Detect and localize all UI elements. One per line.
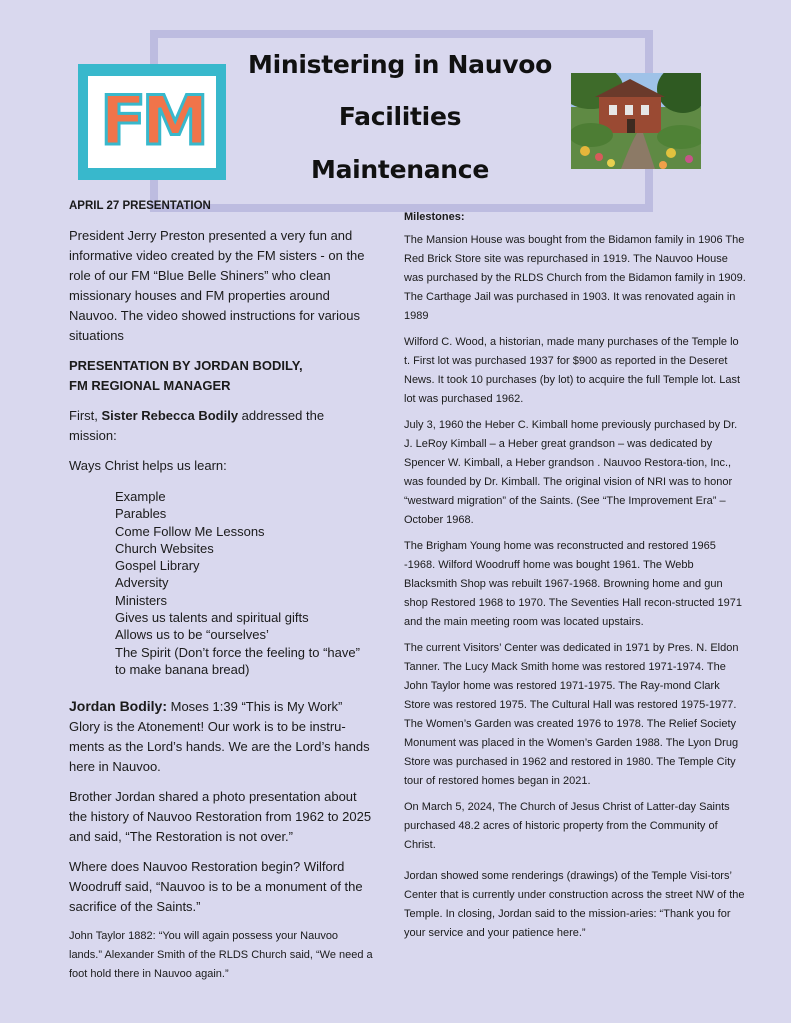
- list-item: The Spirit (Don’t force the feeling to “have” to make banana bread): [115, 644, 360, 677]
- taylor-paragraph: John Taylor 1882: “You will again possess your Nauvoo lands.” Alexander Smith of the RLDS Church said, “We need a foot hold there in Nauvoo again.”: [69, 930, 373, 981]
- jordan-paragraph: [69, 696, 374, 777]
- milestone-paragraph: The current Visitors’ Center was dedicated in 1971 by Pres. N. Eldon Tanner. The Lucy Mack Smith home was restored 1971-1974. The John Taylor home was restored 1971-1975. The Ray-mond Clark Store was restored 1975. The Cultural Hall was restored 1975-1977. The Women’s Garden was created 1976 to 1978. The Relief Society Monument was placed in the Women’s Garden 1988. The Lyon Drug Store was purchased in 1962 and restored in 1980. The Temple City tour of restored homes began in 2021.: [404, 642, 739, 787]
- milestone-paragraph: Wilford C. Wood, a historian, made many purchases of the Temple lo t. First lot was purchased 1937 for $900 as reported in the Deseret News. It took 10 purchases (by lot) to acquire the full Temple lot. Last lot was purchased 1962.: [404, 336, 741, 405]
- milestone-paragraph: On March 5, 2024, The Church of Jesus Christ of Latter-day Saints purchased 48.2 acres of historic property from the Community of Christ.: [404, 801, 730, 851]
- ways-intro: Ways Christ helps us learn:: [69, 458, 227, 473]
- milestone-paragraph: The Mansion House was bought from the Bidamon family in 1906 The Red Brick Store site was repurchased in 1919. The Nauvoo House was purchased by the RLDS Church from the Bidamon family in 1909. The Carthage Jail was purchased in 1903. It was renovated again in 1989: [404, 234, 746, 322]
- title-line-2: Facilities: [338, 102, 462, 131]
- title-line-3: Maintenance: [311, 155, 489, 184]
- brother-paragraph: Brother Jordan shared a photo presentation about the history of Nauvoo Restoration from 1962 to 2025 and said, “The Restoration is not over.”: [69, 789, 372, 845]
- list-item: Gives us talents and spiritual gifts: [115, 610, 309, 626]
- intro-paragraph: President Jerry Preston presented a very fun and informative video created by the FM sisters - on the role of our FM “Blue Belle Shiners” who clean missionary houses and FM properties around Nauvoo. The video showed instructions for various situations: [69, 228, 365, 343]
- section-label: APRIL 27 PRESENTATION: [69, 200, 211, 212]
- where-paragraph: Where does Nauvoo Restoration begin? Wilford Woodruff said, “Nauvoo is to be a monument of the sacrifice of the Saints.”: [69, 859, 363, 915]
- jordan-name: Jordan Bodily:: [69, 698, 168, 715]
- first-paragraph: [69, 406, 374, 446]
- presentation-heading: [69, 356, 374, 396]
- list-item: Allows us to be “ourselves’: [115, 627, 269, 643]
- fm-logo: [78, 64, 226, 180]
- first-suffix: addressed the mission:: [69, 408, 325, 443]
- milestone-paragraph: July 3, 1960 the Heber C. Kimball home previously purchased by Dr. J. LeRoy Kimball – a Heber great grandson – was dedicated by Spencer W. Kimball, a Heber grandson . Nauvoo Restora-tion, Inc., was founded by Dr. Kimball. The original vision of NRI was to honor “westward migration” of the Saints. (See “The Improvement Era” – October 1968.: [404, 419, 738, 526]
- right-column: [404, 211, 746, 950]
- presentation-heading-line2: FM REGIONAL MANAGER: [69, 378, 231, 393]
- logo-text: FM: [99, 82, 205, 161]
- first-prefix: First,: [69, 408, 102, 423]
- list-item: Parables: [115, 506, 167, 522]
- presentation-heading-line1: PRESENTATION BY JORDAN BODILY,: [69, 358, 303, 373]
- sister-name: Sister Rebecca Bodily: [101, 408, 239, 423]
- milestone-paragraph: The Brigham Young home was reconstructed and restored 1965 -1968. Wilford Woodruff home was bought 1961. The Webb Blacksmith Shop was rebuilt 1967-1968. Browning home and gun shop Restored 1968 to 1970. The Seventies Hall recon-structed 1971 and the main meeting room was located upstairs.: [404, 540, 742, 628]
- list-item: Example: [115, 489, 166, 504]
- list-item: Adversity: [115, 575, 169, 591]
- list-item: Gospel Library: [115, 558, 200, 574]
- jordan-text: Moses 1:39 “This is My Work” Glory is the Atonement! Our work is to be instru-ments as the Lord’s hands. We are the Lord’s hands here in Nauvoo.: [69, 699, 370, 775]
- milestone-paragraph: Jordan showed some renderings (drawings) of the Temple Visi-tors’ Center that is currently under construction across the street NW of the Temple. In closing, Jordan said to the mission-aries: “Thank you for your service and your patience here.”: [404, 870, 745, 939]
- milestones-label: Milestones:: [404, 211, 465, 223]
- list-item: Come Follow Me Lessons: [115, 523, 265, 539]
- list-item: Church Websites: [115, 540, 214, 556]
- list-item: Ministers: [115, 592, 168, 608]
- left-column: [69, 200, 374, 984]
- garden-house-photo: [571, 73, 701, 169]
- ways-list: [115, 488, 374, 678]
- title-line-1: Ministering in Nauvoo: [248, 50, 552, 79]
